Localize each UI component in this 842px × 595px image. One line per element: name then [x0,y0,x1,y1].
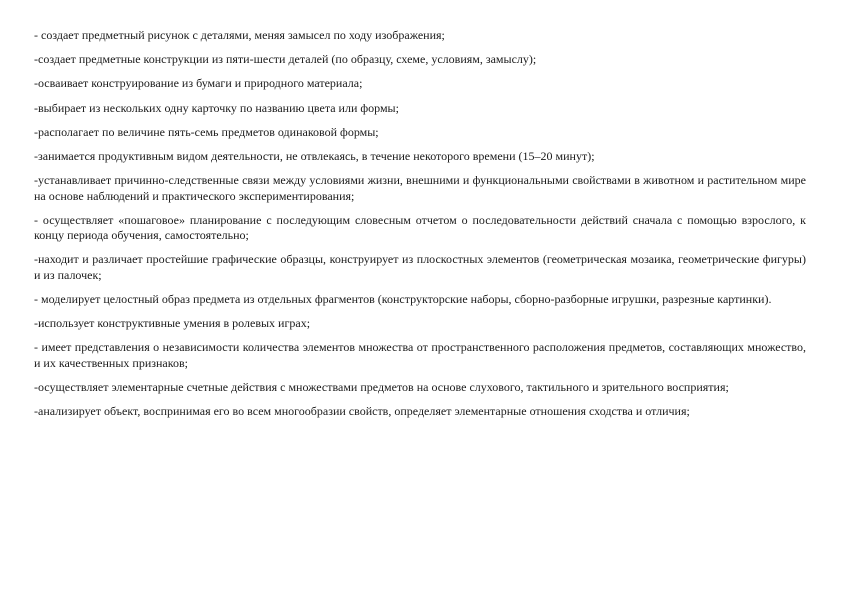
paragraph-7: -устанавливает причинно-следственные связи между условиями жизни, внешними и функциональными свойствами в животном и растительном мире на основе наблюдений и практического экспериментирования; [34,173,806,203]
paragraph-6: -занимается продуктивным видом деятельности, не отвлекаясь, в течение некоторого времени (15–20 минут); [34,149,595,164]
paragraph-5: -располагает по величине пять-семь предметов одинаковой формы; [34,124,379,139]
paragraph-8: - осуществляет «пошаговое» планирование с последующим словесным отчетом о последовательности действий сначала с помощью взрослого, к концу периода обучения, самостоятельно; [34,212,806,243]
paragraph-12: - имеет представления о независимости количества элементов множества от пространственного расположения предметов, составляющих множество, и их качественных признаков; [34,340,806,370]
paragraph-11: -использует конструктивные умения в ролевых играх; [34,316,311,331]
paragraph-9: -находит и различает простейшие графические образцы, конструирует из плоскостных элементов (геометрическая мозаика, геометрические фигуры) и из палочек; [34,252,806,282]
paragraph-10: - моделирует целостный образ предмета из отдельных фрагментов (конструкторские наборы, сборно-разборные игрушки, разрезные картинки). [34,292,772,307]
paragraph-4: -выбирает из нескольких одну карточку по названию цвета или формы; [34,100,399,115]
document-page [34,28,806,428]
paragraph-2: -создает предметные конструкции из пяти-шести деталей (по образцу, схеме, условиям, замыслу); [34,52,537,67]
paragraph-3: -осваивает конструирование из бумаги и природного материала; [34,76,363,91]
paragraph-13: -осуществляет элементарные счетные действия с множествами предметов на основе слухового, тактильного и зрительного восприятия; [34,380,729,395]
paragraph-1: - создает предметный рисунок с деталями, меняя замысел по ходу изображения; [34,28,445,42]
paragraph-14: -анализирует объект, воспринимая его во всем многообразии свойств, определяет элементарные отношения сходства и отличия; [34,404,690,419]
